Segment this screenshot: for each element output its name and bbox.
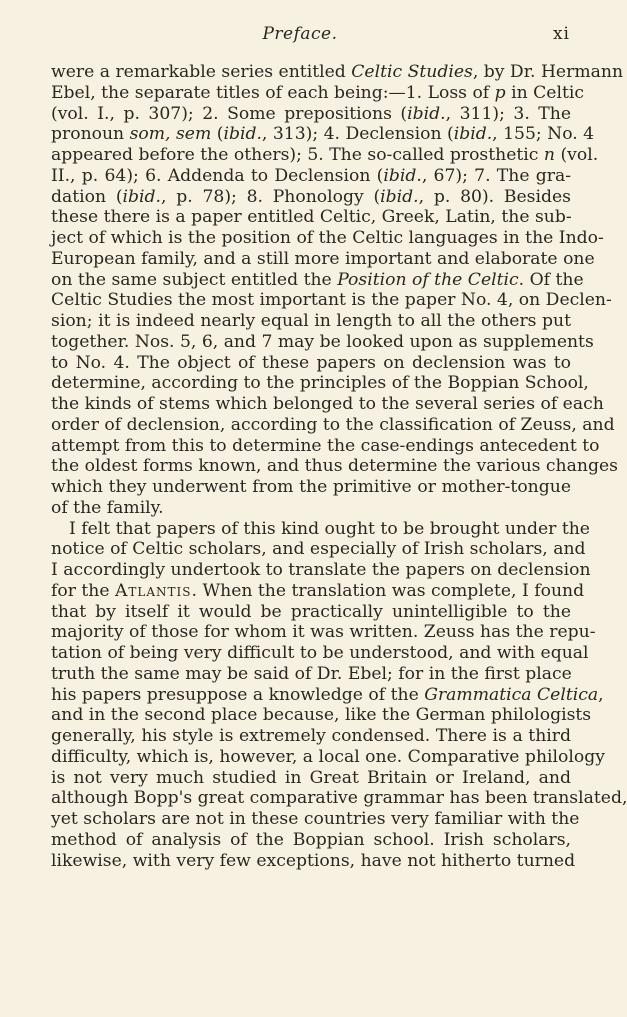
- text-segment: which they underwent from the primitive or mother-tongue: [51, 477, 571, 497]
- text-line: [51, 788, 627, 809]
- text-segment: to No. 4. The object of these papers on declension was to: [51, 352, 571, 373]
- text-line: [51, 104, 571, 125]
- text-segment: is not very much studied in Great Britain or Ireland, and: [51, 767, 571, 788]
- italic-text: Celtic Studies: [351, 62, 473, 82]
- text-segment: (vol.: [554, 145, 599, 165]
- text-segment: although Bopp's great comparative grammar has been translated,: [51, 788, 627, 809]
- text-segment: notice of Celtic scholars, and especially of Irish scholars, and: [51, 539, 586, 560]
- text-segment: , p. 78); 8. Phonology (: [161, 186, 381, 207]
- small-caps-text: Atlantis: [115, 580, 192, 601]
- text-line: [51, 768, 571, 789]
- running-title: Preface.: [262, 24, 338, 44]
- text-segment: method of analysis of the Boppian school. Irish scholars,: [51, 829, 571, 850]
- text-segment: sion; it is indeed nearly equal in length to all the others put: [51, 311, 571, 331]
- text-segment: (: [211, 124, 224, 145]
- italic-text: ibid.: [122, 186, 162, 207]
- text-line: [51, 290, 612, 311]
- text-line: [51, 705, 592, 726]
- text-line: [51, 580, 585, 602]
- text-segment: . When the translation was complete, I found: [191, 580, 585, 601]
- text-line: [51, 414, 615, 436]
- text-segment: II., p. 64); 6. Addenda to Declension (: [51, 165, 384, 186]
- text-line: [51, 269, 584, 291]
- text-segment: in Celtic: [505, 82, 584, 103]
- text-segment: European family, and a still more important and elaborate one: [51, 248, 595, 269]
- text-line: [51, 746, 605, 768]
- text-segment: pronoun: [51, 124, 130, 145]
- text-line: [51, 809, 580, 830]
- text-segment: dation (: [51, 186, 123, 207]
- italic-text: ibid.: [407, 103, 446, 124]
- text-line: [51, 560, 591, 581]
- text-segment: for the: [51, 580, 115, 601]
- text-line: [51, 248, 595, 270]
- italic-text: som, sem: [129, 124, 212, 145]
- text-line: [51, 664, 571, 685]
- text-segment: majority of those for whom it was written. Zeuss has the repu-: [51, 622, 596, 643]
- text-segment: these there is a paper entitled Celtic, Greek, Latin, the sub-: [51, 207, 572, 228]
- text-segment: likewise, with very few exceptions, have not hitherto turned: [51, 850, 576, 871]
- text-line: [51, 166, 571, 187]
- text-segment: order of declension, according to the classification of Zeuss, and: [51, 414, 615, 435]
- text-segment: , p. 80). Besides: [418, 186, 571, 207]
- page-header: [0, 20, 600, 46]
- text-line: [51, 187, 571, 208]
- text-segment: difficulty, which is, however, a local one. Comparative philology: [51, 746, 605, 767]
- text-segment: the kinds of stems which belonged to the several series of each: [51, 394, 604, 414]
- text-line: [51, 622, 596, 643]
- text-line: [51, 228, 604, 249]
- text-line: [51, 207, 571, 228]
- text-segment: Ebel, the separate titles of each being:—1. Loss of: [51, 82, 495, 103]
- italic-text: n: [543, 145, 555, 165]
- text-segment: on the same subject entitled the: [51, 269, 338, 290]
- text-segment: yet scholars are not in these countries very familiar with the: [51, 809, 580, 829]
- italic-text: ibid.: [380, 186, 419, 207]
- text-segment: , 313); 4. Declension (: [261, 124, 454, 145]
- text-line: [51, 62, 624, 83]
- text-line: [51, 498, 571, 519]
- text-line: [51, 331, 594, 353]
- italic-text: Position of the Celtic: [337, 269, 519, 290]
- text-segment: his papers presuppose a knowledge of the: [51, 684, 425, 705]
- text-line: [51, 311, 571, 332]
- text-line: [51, 373, 589, 394]
- italic-text: p: [494, 82, 506, 103]
- text-line: [51, 830, 571, 851]
- italic-text: Grammatica Celtica: [424, 684, 599, 705]
- text-segment: Celtic Studies the most important is the paper No. 4, on Declen-: [51, 290, 612, 311]
- text-segment: (vol. I., p. 307); 2. Some prepositions (: [51, 103, 408, 124]
- text-segment: of the family.: [51, 497, 164, 518]
- text-segment: ,: [598, 684, 604, 705]
- text-segment: attempt from this to determine the case-endings antecedent to: [51, 435, 600, 456]
- text-segment: together. Nos. 5, 6, and 7 may be looked upon as supplements: [51, 331, 594, 352]
- text-line: [51, 394, 604, 415]
- text-segment: generally, his style is extremely condensed. There is a third: [51, 726, 571, 746]
- text-line: [51, 456, 618, 477]
- text-line: [51, 726, 571, 747]
- text-segment: ject of which is the position of the Celtic languages in the Indo-: [51, 228, 604, 248]
- text-line: [51, 602, 571, 623]
- text-line: [51, 684, 604, 706]
- text-line: [51, 518, 590, 540]
- italic-text: ibid.: [383, 165, 422, 186]
- text-segment: determine, according to the principles of the Boppian School,: [51, 373, 589, 394]
- text-segment: were a remarkable series entitled: [51, 62, 352, 82]
- text-segment: I accordingly undertook to translate the papers on declension: [51, 560, 591, 580]
- text-segment: I felt that papers of this kind ought to be brought under the: [69, 518, 590, 539]
- preface-body-text: [51, 62, 627, 871]
- text-segment: , 311); 3. The: [445, 103, 571, 124]
- text-line: [51, 850, 576, 872]
- text-segment: the oldest forms known, and thus determine the various changes: [51, 456, 618, 477]
- text-segment: that by itself it would be practically unintelligible to the: [51, 601, 571, 622]
- text-segment: , 67); 7. The gra-: [421, 165, 572, 186]
- italic-text: ibid.: [223, 124, 262, 145]
- text-line: [51, 435, 600, 457]
- text-line: [51, 82, 584, 104]
- text-line: [51, 477, 571, 498]
- text-line: [51, 539, 586, 560]
- text-segment: truth the same may be said of Dr. Ebel; for in the first place: [51, 663, 572, 684]
- text-segment: appeared before the others); 5. The so-called prosthetic: [51, 145, 544, 165]
- text-line: [51, 124, 595, 145]
- text-segment: and in the second place because, like the German philologists: [51, 705, 592, 726]
- text-line: [51, 145, 599, 166]
- text-line: [51, 353, 571, 374]
- text-segment: , 155; No. 4: [492, 124, 595, 145]
- page-number: xi: [552, 24, 570, 44]
- italic-text: ibid.: [453, 124, 493, 145]
- text-segment: . Of the: [518, 269, 584, 290]
- text-segment: tation of being very difficult to be understood, and with equal: [51, 643, 589, 663]
- text-line: [51, 643, 589, 664]
- text-segment: , by Dr. Hermann: [472, 62, 624, 82]
